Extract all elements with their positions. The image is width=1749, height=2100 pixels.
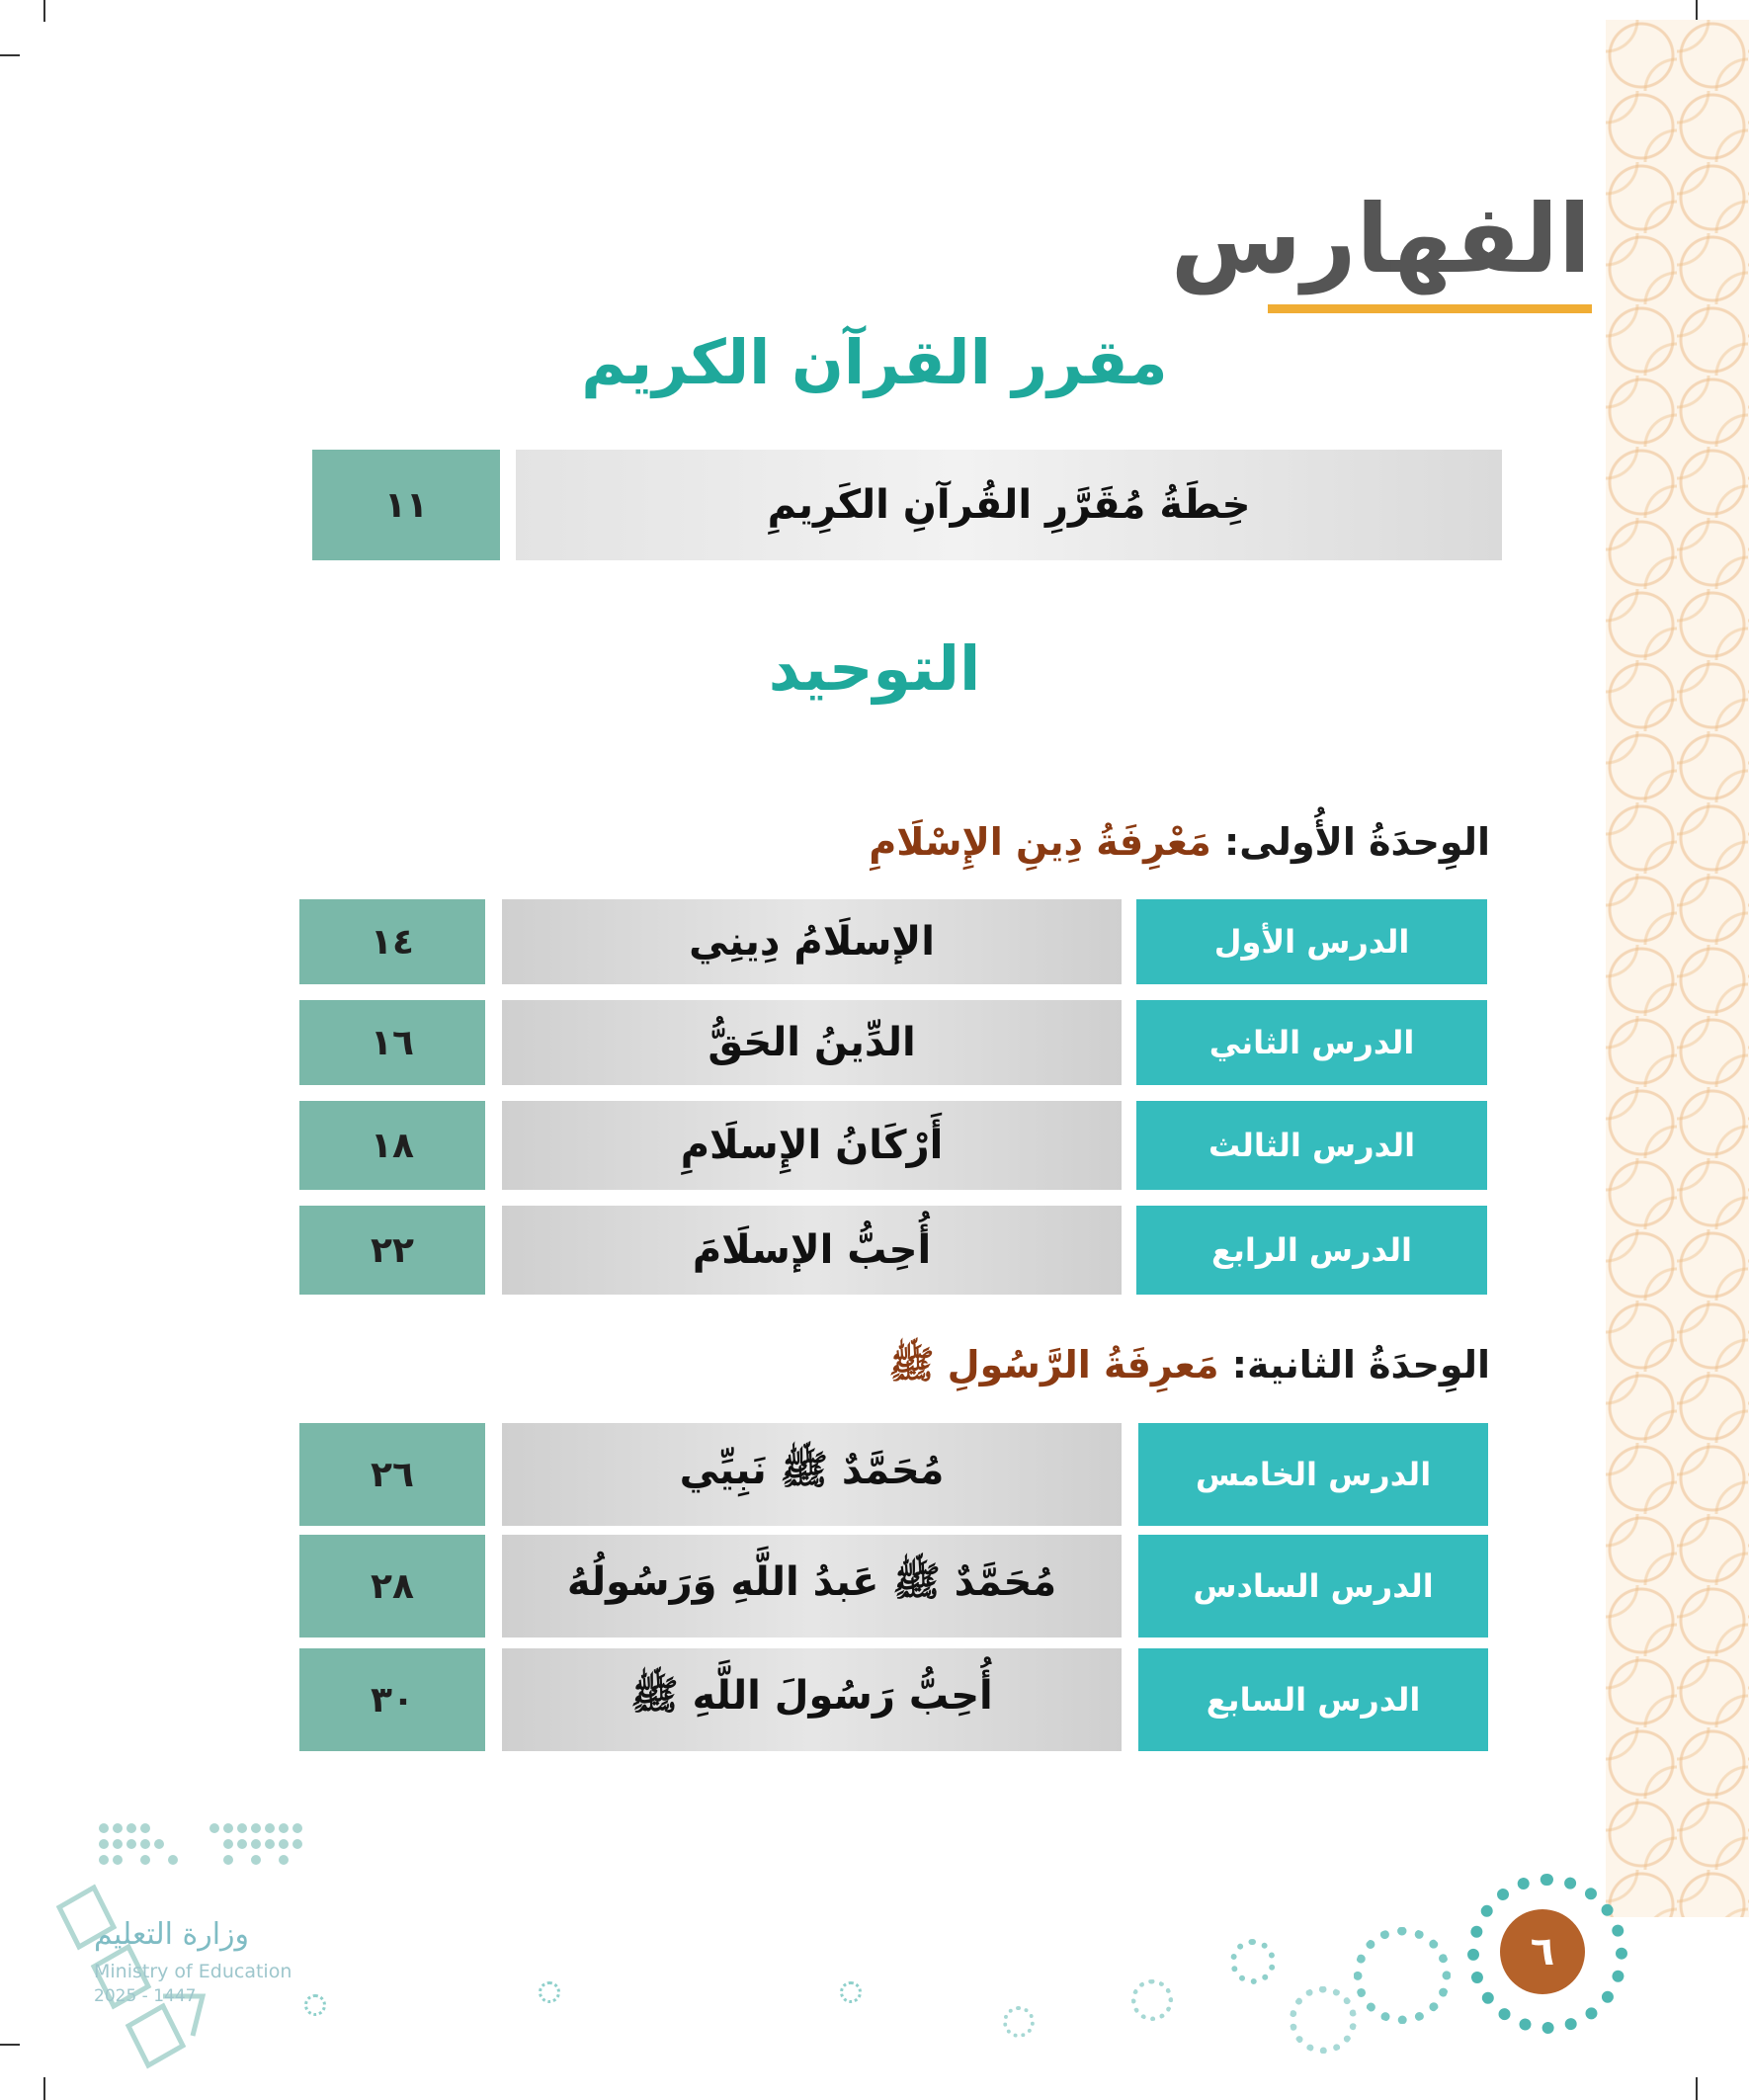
plan-title[interactable]: خِطَةُ مُقَرَّرِ القُرآنِ الكَرِيمِ [516,450,1502,560]
crop-mark [0,54,20,56]
ministry-english-name: Ministry of Education [94,1961,292,1982]
lesson-title[interactable]: الدِّينُ الحَقُّ [502,1000,1122,1085]
subject-heading: مقرر القرآن الكريم [581,326,1168,398]
unit-name: مَعْرِفَةُ دِينِ الإِسْلَامِ [869,820,1211,864]
lesson-title[interactable]: مُحَمَّدٌ ﷺ عَبدُ اللَّهِ وَرَسُولُهُ [502,1535,1122,1638]
page-title: الفهارس [1170,184,1591,294]
decorative-rosette [1290,1986,1357,2054]
decorative-rosette [1003,2006,1035,2038]
plan-page-number[interactable]: ١١ [312,450,500,560]
lesson-label: الدرس السادس [1138,1535,1488,1638]
unit-name: مَعرِفَةُ الرَّسُولِ ﷺ [888,1343,1219,1386]
lesson-page-number[interactable]: ٢٨ [299,1535,485,1638]
title-underline [1268,304,1592,313]
lesson-title[interactable]: أُحِبُّ رَسُولَ اللَّهِ ﷺ [502,1648,1122,1751]
lesson-page-number[interactable]: ١٦ [299,1000,485,1085]
crop-mark [43,2077,45,2100]
crop-mark [1696,2077,1698,2100]
lesson-page-number[interactable]: ٢٦ [299,1423,485,1526]
crop-mark [1696,0,1698,22]
decorative-rosette [539,1981,560,2003]
lesson-label: الدرس السابع [1138,1648,1488,1751]
lesson-label: الدرس الأول [1136,899,1487,984]
crop-mark [0,2044,20,2046]
unit-prefix: الوِحدَةُ الثانية: [1231,1343,1490,1386]
ministry-name: وزارة التعليم [94,1917,250,1952]
ministry-year: 2025 - 1447 [94,1986,197,2006]
lesson-page-number[interactable]: ١٨ [299,1101,485,1190]
lesson-page-number[interactable]: ٣٠ [299,1648,485,1751]
lesson-label: الدرس الثالث [1136,1101,1487,1190]
decorative-rosette [1230,1939,1276,1984]
decorative-rosette [1354,1927,1451,2024]
lesson-title[interactable]: مُحَمَّدٌ ﷺ نَبِيِّي [502,1423,1122,1526]
section-heading: التوحيد [768,632,981,705]
lesson-label: الدرس الخامس [1138,1423,1488,1526]
lesson-title[interactable]: أُحِبُّ الإسلَامَ [502,1206,1122,1295]
unit-heading [869,820,1490,864]
decorative-rosette [1131,1979,1173,2021]
page-number-badge: ٦ [1500,1909,1585,1994]
lesson-page-number[interactable]: ٢٢ [299,1206,485,1295]
unit-heading [889,1342,1490,1396]
crop-mark [43,0,45,22]
decorative-pattern-strip [1606,20,1749,1917]
lesson-label: الدرس الرابع [1136,1206,1487,1295]
decorative-rosette [840,1981,862,2003]
lesson-title[interactable]: الإسلَامُ دِينِي [502,899,1122,984]
lesson-title[interactable]: أَرْكَانُ الإِسلَامِ [502,1101,1122,1190]
unit-prefix: الوِحدَةُ الأُولى: [1224,820,1490,864]
lesson-label: الدرس الثاني [1136,1000,1487,1085]
lesson-page-number[interactable]: ١٤ [299,899,485,984]
